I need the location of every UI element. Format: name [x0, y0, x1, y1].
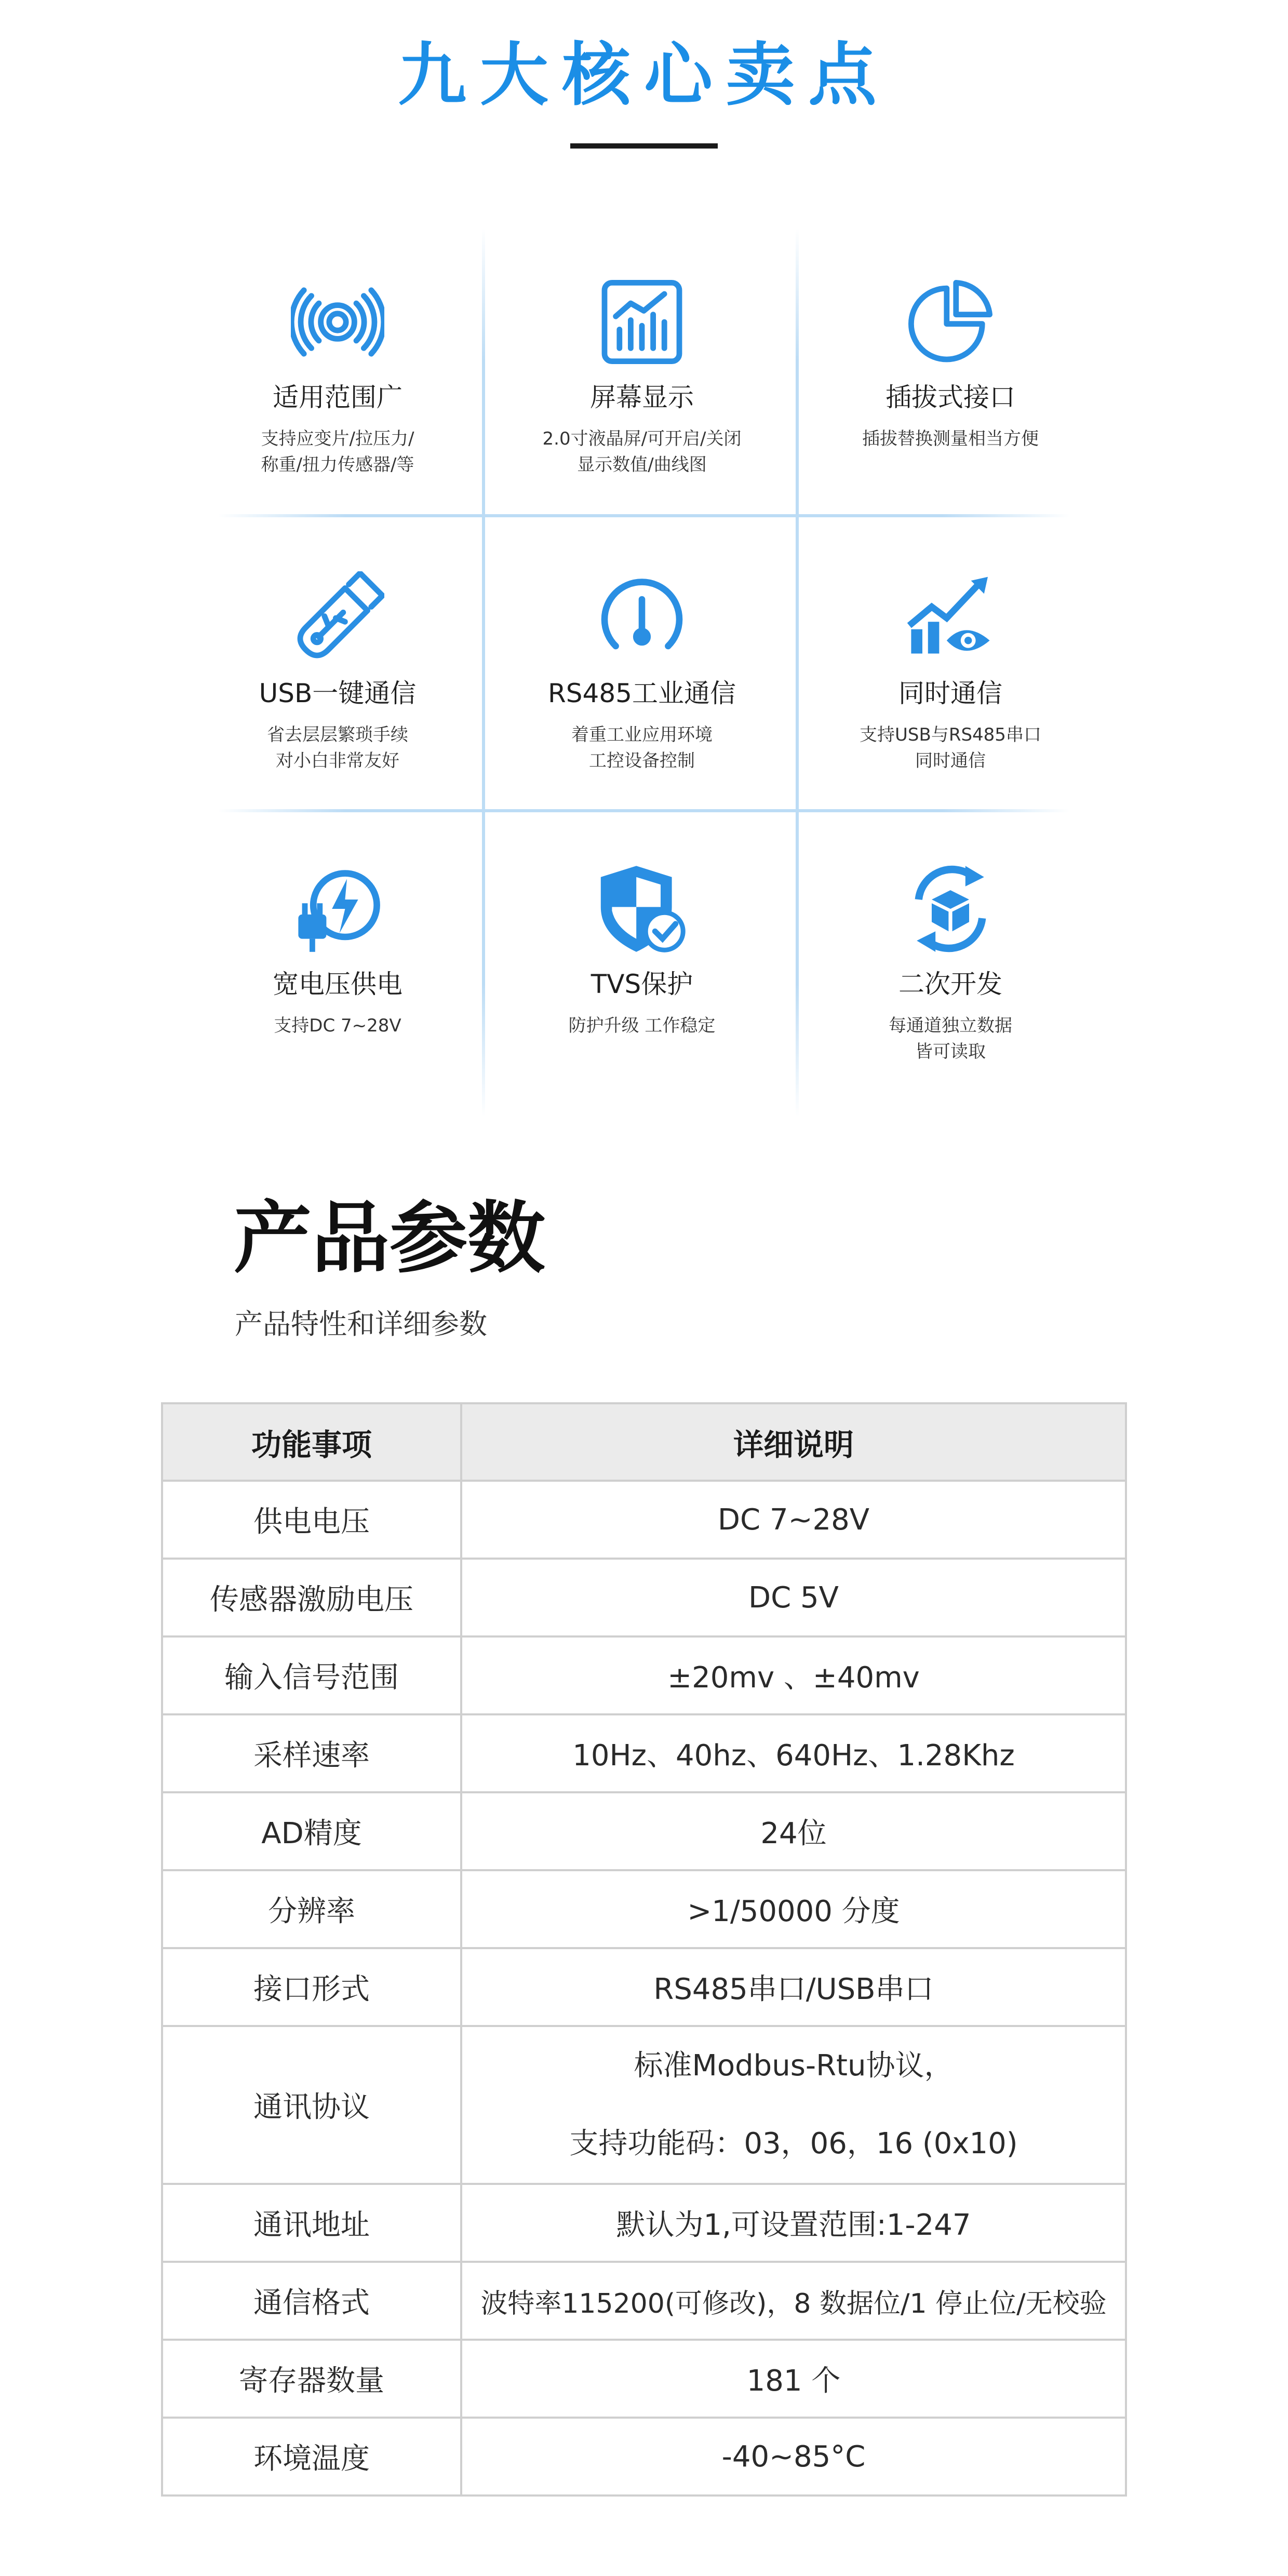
param-value: >1/50000 分度 [461, 1870, 1126, 1948]
feature-desc-line: 支持应变片/拉压力/ [261, 428, 414, 449]
param-name: AD精度 [162, 1792, 461, 1870]
params-table [161, 1402, 1127, 2497]
table-row [162, 1636, 1126, 1714]
param-name: 供电电压 [162, 1481, 461, 1559]
param-value: 24位 [461, 1792, 1126, 1870]
grid-divider-vertical [796, 229, 799, 1117]
chart-eye-icon [904, 571, 997, 665]
feature-title: 同时通信 [898, 678, 1002, 708]
feature-desc [197, 426, 478, 478]
feature-desc-line: 支持USB与RS485串口 [860, 725, 1041, 745]
feature-desc [197, 1013, 478, 1039]
table-row [162, 2418, 1126, 2496]
param-name: 通信格式 [162, 2262, 461, 2340]
params-title: 产品参数 [234, 1193, 546, 1284]
table-row [162, 2026, 1126, 2184]
feature-desc-line: 防护升级 工作稳定 [568, 1015, 716, 1036]
feature-desc-line: 称重/扭力传感器/等 [261, 454, 414, 475]
feature-item [491, 862, 793, 1091]
table-row [162, 1559, 1126, 1636]
param-value: RS485串口/USB串口 [461, 1948, 1126, 2026]
params-subtitle: 产品特性和详细参数 [235, 1308, 487, 1340]
feature-desc [502, 722, 782, 774]
param-value: 波特率115200(可修改)，8 数据位/1 停止位/无校验 [461, 2262, 1126, 2340]
features-grid [218, 229, 1070, 1117]
feature-desc [810, 722, 1091, 774]
param-name: 传感器激励电压 [162, 1559, 461, 1636]
feature-title: 二次开发 [898, 969, 1002, 999]
table-header-row [162, 1403, 1126, 1481]
feature-item [187, 862, 488, 1091]
param-value: 181 个 [461, 2340, 1126, 2418]
param-name: 分辨率 [162, 1870, 461, 1948]
feature-desc [502, 1013, 782, 1039]
feature-title: 屏幕显示 [590, 382, 694, 412]
power-plug-icon [291, 862, 384, 956]
param-value: 默认为1,可设置范围:1-247 [461, 2184, 1126, 2262]
features-title: 九大核心卖点 [398, 35, 890, 115]
grid-divider-horizontal [218, 809, 1070, 812]
screen-chart-icon [595, 275, 689, 369]
param-value: DC 7~28V [461, 1481, 1126, 1559]
table-row [162, 1481, 1126, 1559]
param-name: 采样速率 [162, 1714, 461, 1792]
feature-desc-line: 对小白非常友好 [276, 750, 399, 771]
table-row [162, 1870, 1126, 1948]
table-row [162, 2340, 1126, 2418]
feature-title: USB一键通信 [259, 678, 417, 708]
param-name: 寄存器数量 [162, 2340, 461, 2418]
shield-check-icon [595, 862, 689, 956]
feature-title: 插拔式接口 [886, 382, 1015, 412]
title-underline [570, 143, 718, 149]
feature-desc [502, 426, 782, 478]
feature-desc-line: 每通道独立数据 [889, 1015, 1012, 1036]
feature-desc-line: 工控设备控制 [589, 750, 695, 771]
param-value: -40~85°C [461, 2418, 1126, 2496]
feature-item [187, 275, 488, 504]
feature-item [800, 862, 1101, 1091]
param-name: 通讯协议 [162, 2026, 461, 2184]
usb-drive-icon [291, 571, 384, 665]
feature-desc-line: 显示数值/曲线图 [577, 454, 707, 475]
feature-desc [197, 722, 478, 774]
param-name: 输入信号范围 [162, 1636, 461, 1714]
grid-divider-horizontal [218, 514, 1070, 517]
box-refresh-icon [904, 862, 997, 956]
feature-desc-line: 省去层层繁琐手续 [267, 725, 408, 745]
table-row [162, 1792, 1126, 1870]
feature-title: TVS保护 [591, 969, 693, 999]
param-value: DC 5V [461, 1559, 1126, 1636]
gauge-icon [595, 571, 689, 665]
feature-title: RS485工业通信 [548, 678, 736, 708]
param-name: 环境温度 [162, 2418, 461, 2496]
feature-item [491, 275, 793, 504]
feature-desc-line: 2.0寸液晶屏/可开启/关闭 [542, 428, 742, 449]
feature-item [800, 571, 1101, 800]
signal-broadcast-icon [291, 275, 384, 369]
feature-desc [810, 426, 1091, 452]
feature-title: 适用范围广 [273, 382, 403, 412]
param-value: ±20mv 、±40mv [461, 1636, 1126, 1714]
param-name: 通讯地址 [162, 2184, 461, 2262]
param-value [461, 2026, 1126, 2184]
feature-desc-line: 支持DC 7~28V [274, 1015, 401, 1036]
feature-item [491, 571, 793, 800]
feature-desc-line: 着重工业应用环境 [571, 725, 713, 745]
feature-desc [810, 1013, 1091, 1065]
param-value: 10Hz、40hz、640Hz、1.28Khz [461, 1714, 1126, 1792]
param-name: 接口形式 [162, 1948, 461, 2026]
feature-desc-line: 同时通信 [915, 750, 986, 771]
column-header: 功能事项 [162, 1403, 461, 1481]
table-row [162, 1714, 1126, 1792]
feature-item [187, 571, 488, 800]
feature-desc-line: 皆可读取 [915, 1041, 986, 1062]
pie-chart-icon [904, 275, 997, 369]
table-row [162, 1948, 1126, 2026]
param-value-line: 标准Modbus-Rtu协议， [634, 2049, 954, 2083]
feature-desc-line: 插拔替换测量相当方便 [862, 428, 1039, 449]
table-row [162, 2184, 1126, 2262]
table-row [162, 2262, 1126, 2340]
feature-title: 宽电压供电 [273, 969, 403, 999]
feature-item [800, 275, 1101, 504]
param-value-line: 支持功能码：03，06，16 (0x10) [569, 2127, 1018, 2161]
column-header: 详细说明 [461, 1403, 1126, 1481]
